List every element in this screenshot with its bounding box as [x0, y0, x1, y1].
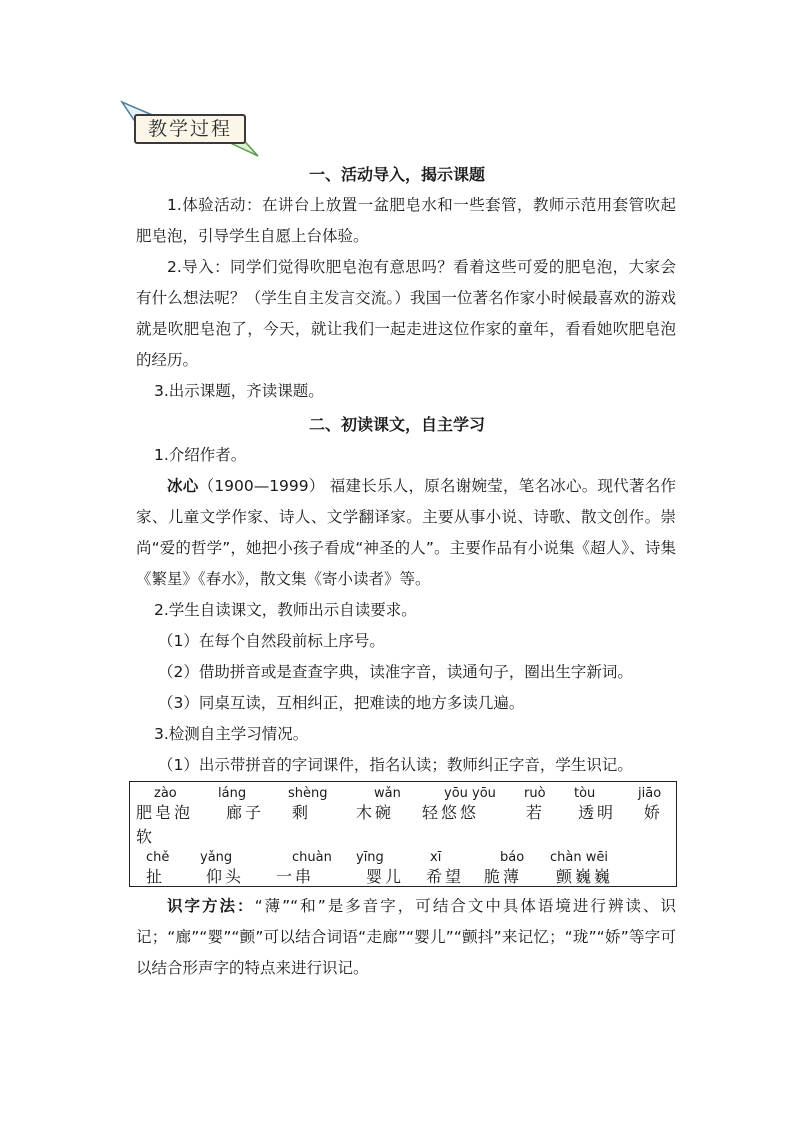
- vocab-word: 木碗: [356, 803, 395, 822]
- pinyin: tòu: [574, 786, 596, 801]
- method-text: “薄”“和”是多音字，可结合文中具体语境进行辨读、识记；“廊”“婴”“颤”可以结合词语“走廊”“婴儿”“颤抖”来记忆；“珑”“娇”等字可以结合形声字的特点来进行识记。: [136, 897, 676, 977]
- pinyin: yōu yōu: [444, 786, 496, 801]
- section-2-heading: 二、初读课文，自主学习: [308, 415, 485, 434]
- pinyin: zào: [154, 786, 177, 801]
- pinyin: yǎng: [200, 850, 233, 865]
- vocab-word: 剩: [292, 803, 312, 822]
- requirement-2: （2）借助拼音或是查查字典，读准字音，读通句子，圈出生字新词。: [158, 663, 633, 681]
- courseware-instruction: （1）出示带拼音的字词课件，指名认读；教师纠正字音，学生识记。: [158, 756, 633, 774]
- requirement-3: （3）同桌互读，互相纠正，把难读的地方多读几遍。: [158, 694, 525, 712]
- section-1-heading: 一、活动导入，揭示课题: [308, 165, 485, 184]
- vocab-word: 一串: [276, 867, 315, 886]
- section-1-paragraph-1: 1.体验活动：在讲台上放置一盆肥皂水和一些套管，教师示范用套管吹起肥皂泡，引导学生自愿上台体验。: [136, 196, 676, 245]
- pinyin: láng: [218, 786, 247, 801]
- pinyin: jiāo: [638, 786, 662, 801]
- vocab-word: 仰头: [206, 867, 245, 886]
- method-label: 识字方法：: [167, 897, 255, 915]
- section-2-intro: 1.介绍作者。: [154, 446, 247, 464]
- vocab-word: 希望: [426, 867, 465, 886]
- section-1-paragraph-2: 2.导入：同学们觉得吹肥皂泡有意思吗？看着这些可爱的肥皂泡，大家会有什么想法呢？（学生自主发言交流。）我国一位著名作家小时候最喜欢的游戏就是吹肥皂泡了，今天，就让我们一起走进这位作家的童年，看看她吹肥皂泡的经历。: [136, 258, 676, 369]
- vocab-word: 廊子: [226, 803, 265, 822]
- vocab-word: 透明: [578, 803, 617, 822]
- pinyin: wǎn: [374, 786, 401, 801]
- vocab-word: 娇: [644, 803, 664, 822]
- literacy-method: [136, 891, 676, 984]
- requirement-1: （1）在每个自然段前标上序号。: [158, 632, 385, 650]
- banner-box: [134, 114, 246, 144]
- vocab-word: 扯: [146, 867, 166, 886]
- vocab-word: 颤巍巍: [556, 867, 614, 886]
- author-bio: [136, 471, 676, 595]
- section-1-paragraph-3: 3.出示课题，齐读课题。: [154, 382, 324, 400]
- author-description: （1900—1999） 福建长乐人，原名谢婉莹，笔名冰心。现代著名作家、儿童文学作家、诗人、文学翻译家。主要从事小说、诗歌、散文创作。崇尚“爱的哲学”，她把小孩子看成“神圣的人”。主要作品有小说集《超人》、诗集《繁星》《春水》，散文集《寄小读者》等。: [136, 477, 676, 588]
- self-read-instruction: 2.学生自读课文，教师出示自读要求。: [154, 601, 417, 619]
- lesson-process-banner: [120, 100, 260, 158]
- vocab-word: 肥皂泡: [136, 803, 194, 822]
- vocabulary-box: [129, 781, 677, 887]
- pinyin: chě: [146, 850, 170, 865]
- vocab-word: 脆薄: [484, 867, 523, 886]
- pinyin: chàn wēi: [550, 850, 608, 865]
- vocab-word: 若: [526, 803, 546, 822]
- vocab-word-wrap: 软: [136, 827, 156, 846]
- vocab-word: 婴儿: [366, 867, 405, 886]
- pinyin: yīng: [356, 850, 384, 865]
- author-name: 冰心: [167, 477, 199, 495]
- banner-title: 教学过程: [147, 118, 232, 140]
- pinyin: xī: [430, 850, 442, 865]
- check-learning: 3.检测自主学习情况。: [154, 725, 309, 743]
- pinyin: shèng: [288, 786, 328, 801]
- pinyin: ruò: [524, 786, 546, 801]
- pinyin: chuàn: [292, 850, 332, 865]
- vocab-word: 轻悠悠: [422, 803, 480, 822]
- pinyin: báo: [500, 850, 525, 865]
